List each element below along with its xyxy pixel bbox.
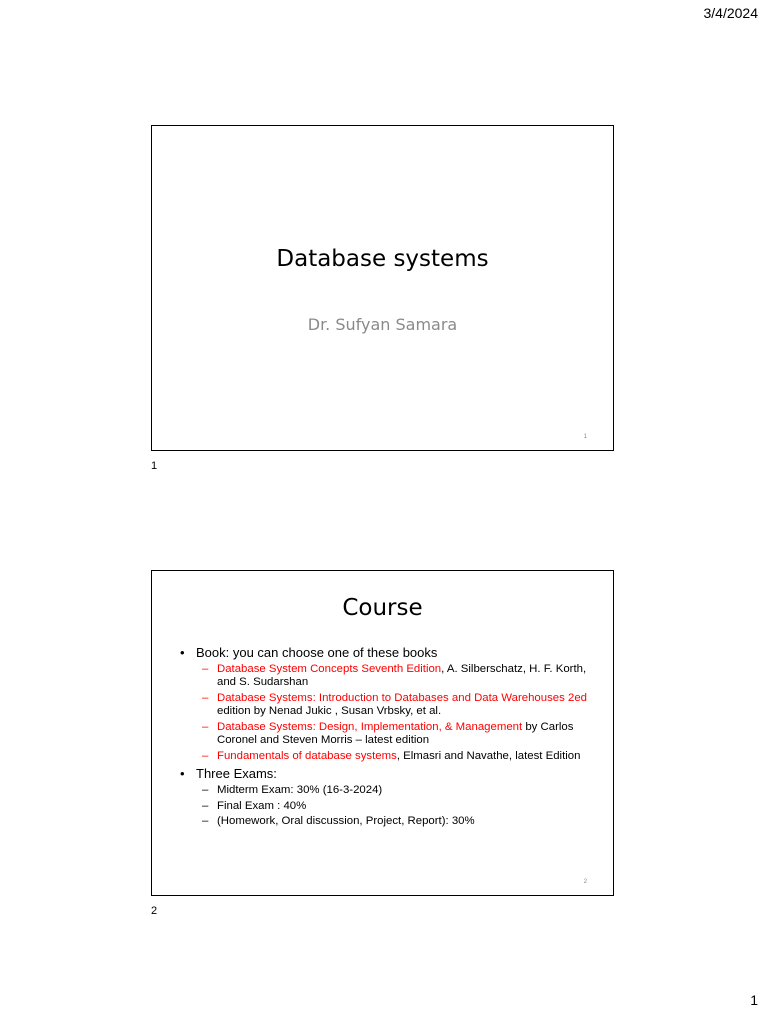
dash-marker: – xyxy=(202,692,209,704)
exams-heading: Three Exams: xyxy=(196,765,277,781)
dash-marker: – xyxy=(202,663,209,675)
bullet-exams xyxy=(180,766,589,782)
page-number: 1 xyxy=(750,992,758,1008)
exam-item xyxy=(180,815,589,828)
dash-marker: – xyxy=(202,799,209,812)
slide-1 xyxy=(151,125,614,451)
slide-1-number: 1 xyxy=(583,434,587,440)
book-item xyxy=(180,721,589,747)
book-item xyxy=(180,692,589,718)
exam-item xyxy=(180,800,589,813)
bullet-marker: • xyxy=(180,765,185,781)
slide-2-title: Course xyxy=(342,595,423,621)
slide-2-content xyxy=(180,645,589,831)
dash-marker: – xyxy=(202,815,209,828)
dash-marker: – xyxy=(202,750,209,762)
page-date: 3/4/2024 xyxy=(703,5,758,21)
book-title-link[interactable]: Database Systems: Introduction to Databases and Data Warehouses 2ed xyxy=(217,692,587,704)
book-details: , A. Silberschatz, H. F. Korth, and S. Sudarshan xyxy=(217,663,587,689)
slide-1-label: 1 xyxy=(151,460,158,472)
slide-2-number: 2 xyxy=(583,879,587,885)
slide-2-label: 2 xyxy=(151,905,158,917)
dash-marker: – xyxy=(202,783,209,796)
book-title-link[interactable]: Database System Concepts Seventh Edition xyxy=(217,663,442,675)
book-heading: Book: you can choose one of these books xyxy=(196,645,438,660)
book-item xyxy=(180,750,589,763)
exam-text: (Homework, Oral discussion, Project, Report): 30% xyxy=(217,815,475,828)
exam-text: Final Exam : 40% xyxy=(217,799,307,812)
book-title-link[interactable]: Database Systems: Design, Implementation, & Management xyxy=(217,721,523,733)
book-details: edition by Nenad Jukic , Susan Vrbsky, et al. xyxy=(217,705,442,718)
exam-text: Midterm Exam: 30% (16-3-2024) xyxy=(217,783,383,796)
bullet-marker: • xyxy=(180,645,185,660)
slide-1-title: Database systems xyxy=(276,246,489,272)
dash-marker: – xyxy=(202,721,209,733)
slide-1-subtitle: Dr. Sufyan Samara xyxy=(307,315,458,334)
book-title-link[interactable]: Fundamentals of database systems xyxy=(217,750,397,762)
book-details: by Carlos Coronel and Steven Morris – latest edition xyxy=(217,721,574,747)
bullet-books xyxy=(180,645,589,661)
exam-item xyxy=(180,784,589,797)
slide-2 xyxy=(151,570,614,896)
book-details: , Elmasri and Navathe, latest Edition xyxy=(396,750,581,762)
book-item xyxy=(180,663,589,689)
